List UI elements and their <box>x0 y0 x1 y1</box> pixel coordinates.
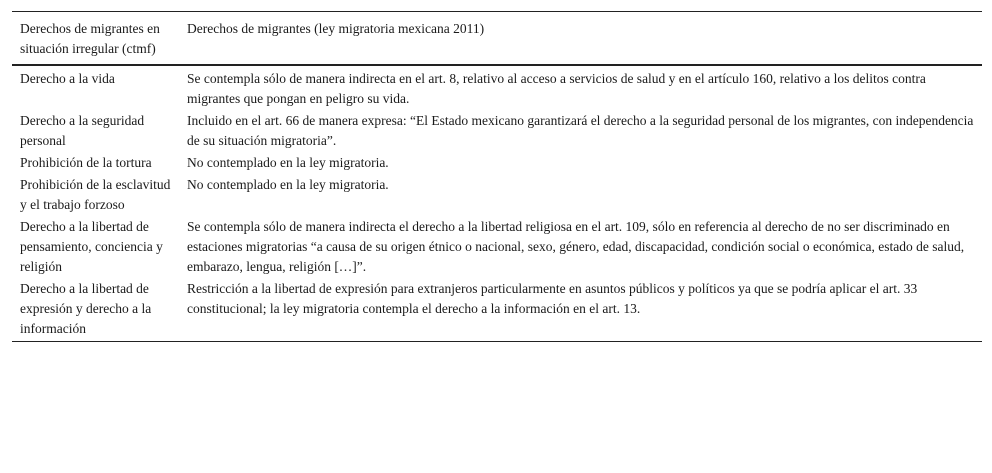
table-row <box>12 278 982 342</box>
table-row <box>12 65 982 110</box>
right-cell: Derecho a la libertad de expresión y derecho a la información <box>20 281 152 336</box>
rights-comparison-table <box>12 11 982 342</box>
law-cell: No contemplado en la ley migratoria. <box>187 155 389 170</box>
right-cell: Prohibición de la esclavitud y el trabajo forzoso <box>20 177 171 212</box>
table-header <box>12 12 982 66</box>
law-cell: No contemplado en la ley migratoria. <box>187 177 389 192</box>
right-cell: Derecho a la seguridad personal <box>20 113 145 148</box>
header-row <box>12 12 982 66</box>
table-row <box>12 174 982 216</box>
right-cell: Prohibición de la tortura <box>20 155 152 170</box>
law-cell: Se contempla sólo de manera indirecta en el art. 8, relativo al acceso a servicios de salud y en el artículo 160, relativo a los delitos contra migrantes que pongan en peligro su vida. <box>187 71 926 106</box>
law-cell: Incluido en el art. 66 de manera expresa: “El Estado mexicano garantizará el derecho a la seguridad personal de los migrantes, con independencia de su situación migratoria”. <box>187 113 974 148</box>
law-cell: Se contempla sólo de manera indirecta el derecho a la libertad religiosa en el art. 109, sólo en referencia al derecho de no ser discriminado en estaciones migratorias “a causa de su origen étnico o nacional, sexo, género, edad, discapacidad, condición social o económica, estado de salud, embarazo, lengua, religión […]”. <box>187 219 965 274</box>
table-row <box>12 110 982 152</box>
right-cell: Derecho a la libertad de pensamiento, conciencia y religión <box>20 219 163 274</box>
header-mexican-migration-law: Derechos de migrantes (ley migratoria mexicana 2011) <box>187 21 485 36</box>
right-cell: Derecho a la vida <box>20 71 115 86</box>
table-row <box>12 152 982 174</box>
table-row <box>12 216 982 278</box>
header-irregular-migrant-rights: Derechos de migrantes en situación irregular (ctmf) <box>20 21 160 56</box>
table-body <box>12 65 982 342</box>
law-cell: Restricción a la libertad de expresión para extranjeros particularmente en asuntos públicos y políticos ya que se podría aplicar el art. 33 constitucional; la ley migratoria contempla el derecho a la información en el art. 13. <box>187 281 918 316</box>
